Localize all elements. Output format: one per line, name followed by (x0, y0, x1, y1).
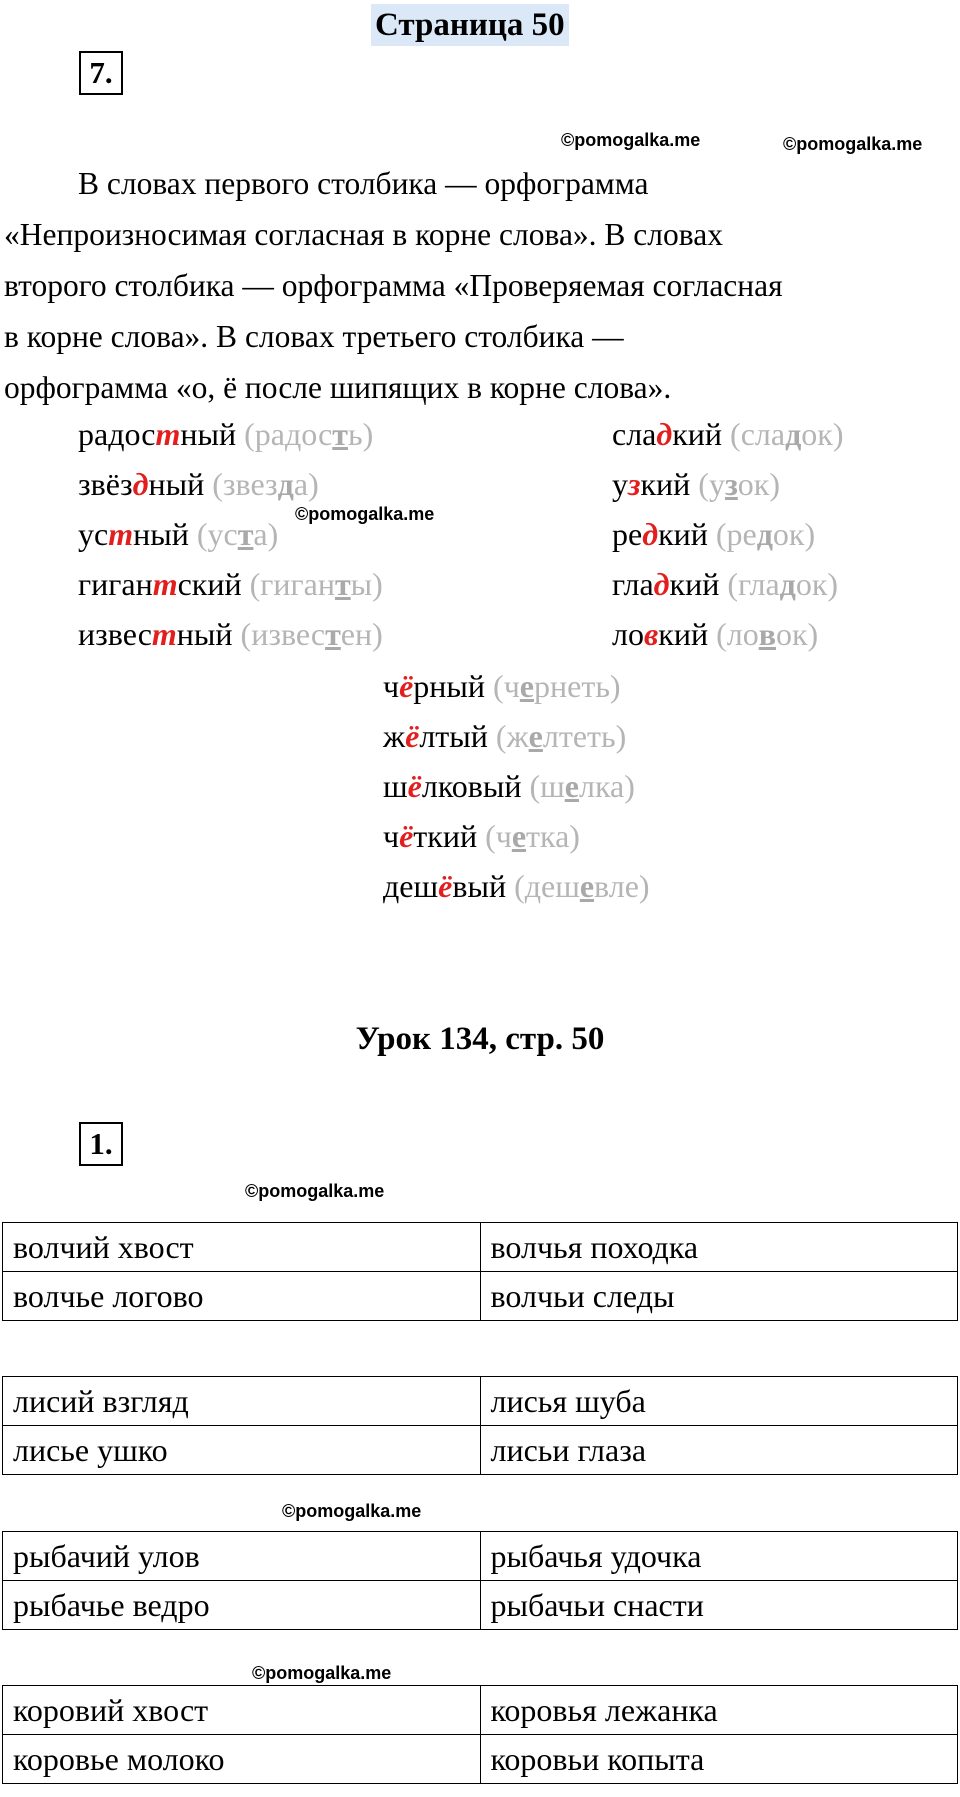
word-row (612, 559, 843, 609)
table-cell: лисий взгляд (3, 1377, 481, 1426)
word-row (612, 509, 843, 559)
word-row (383, 661, 650, 711)
word-table (2, 1685, 958, 1784)
highlighted-letter: д (656, 416, 673, 452)
table-cell: коровьи копыта (480, 1735, 958, 1784)
word: устный (78, 516, 189, 552)
check-letter: т (325, 616, 341, 652)
table-row (3, 1377, 958, 1426)
highlighted-letter: з (628, 466, 641, 502)
table-row (3, 1532, 958, 1581)
check-letter: в (758, 616, 776, 652)
table-cell: рыбачья удочка (480, 1532, 958, 1581)
check-letter: т (332, 416, 348, 452)
table-cell: волчьи следы (480, 1272, 958, 1321)
word: гладкий (612, 566, 720, 602)
check-word: (четка) (485, 818, 580, 854)
word: звёздный (78, 466, 205, 502)
table-cell: лисья шуба (480, 1377, 958, 1426)
table-cell: волчий хвост (3, 1223, 481, 1272)
word-row (383, 811, 650, 861)
table-cell: коровье молоко (3, 1735, 481, 1784)
table-row (3, 1426, 958, 1475)
paragraph-line: В словах первого столбика — орфограмма (78, 166, 649, 201)
table-cell: рыбачий улов (3, 1532, 481, 1581)
watermark: ©pomogalka.me (245, 1181, 385, 1201)
check-word: (гиганты) (249, 566, 383, 602)
word: сладкий (612, 416, 723, 452)
check-word: (известен) (240, 616, 383, 652)
check-word: (гладок) (727, 566, 839, 602)
check-letter: е (528, 718, 543, 754)
word-table (2, 1222, 958, 1321)
highlighted-letter: ё (399, 818, 414, 854)
word: шёлковый (383, 768, 522, 804)
check-word: (чернеть) (493, 668, 621, 704)
table-row (3, 1223, 958, 1272)
word-table (2, 1376, 958, 1475)
table-cell: коровья лежанка (480, 1686, 958, 1735)
exercise-7-number: 7. (79, 51, 123, 95)
page-title: Страница 50 (371, 4, 569, 46)
table-cell: лисьи глаза (480, 1426, 958, 1475)
paragraph-line: «Непроизносимая согласная в корне слова». В словах (4, 217, 723, 252)
check-letter: д (756, 516, 773, 552)
highlighted-letter: т (151, 616, 177, 652)
word: редкий (612, 516, 708, 552)
highlighted-letter: д (642, 516, 659, 552)
highlighted-letter: ё (407, 768, 422, 804)
table-row (3, 1735, 958, 1784)
watermark: ©pomogalka.me (295, 504, 435, 524)
word-row (383, 711, 650, 761)
word-column-1 (78, 409, 383, 659)
check-letter: е (579, 868, 595, 904)
check-word: (желтеть) (495, 718, 627, 754)
check-letter: д (779, 566, 796, 602)
check-letter: е (511, 818, 527, 854)
check-letter: е (564, 768, 579, 804)
highlighted-letter: д (653, 566, 670, 602)
watermark: ©pomogalka.me (252, 1663, 392, 1683)
exercise-1-number: 1. (79, 1122, 123, 1166)
paragraph-line: в корне слова». В словах третьего столбика — (4, 319, 624, 354)
watermark: ©pomogalka.me (783, 134, 923, 154)
word-row (612, 459, 843, 509)
word-row (383, 761, 650, 811)
word-row (78, 609, 383, 659)
watermark: ©pomogalka.me (561, 130, 701, 150)
check-letter: з (724, 466, 738, 502)
word-row (78, 459, 383, 509)
check-letter: д (785, 416, 802, 452)
table-cell: волчье логово (3, 1272, 481, 1321)
check-word: (узок) (698, 466, 780, 502)
table-row (3, 1581, 958, 1630)
highlighted-letter: т (152, 566, 178, 602)
highlighted-letter: ё (399, 668, 414, 704)
word-row (612, 609, 843, 659)
check-letter: д (277, 466, 294, 502)
check-letter: е (519, 668, 534, 704)
check-word: (уста) (196, 516, 279, 552)
check-letter: т (334, 566, 351, 602)
table-row (3, 1686, 958, 1735)
word: радостный (78, 416, 237, 452)
paragraph-line: второго столбика — орфограмма «Проверяемая согласная (4, 268, 783, 303)
word-row (78, 409, 383, 459)
highlighted-letter: т (155, 416, 181, 452)
word: чёрный (383, 668, 486, 704)
check-word: (ловок) (716, 616, 819, 652)
highlighted-letter: ё (405, 718, 420, 754)
check-word: (сладок) (730, 416, 844, 452)
paragraph-line: орфограмма «о, ё после шипящих в корне слова». (4, 370, 672, 405)
highlighted-letter: ё (438, 868, 453, 904)
word-row (612, 409, 843, 459)
exercise-7-text (4, 158, 956, 413)
word-row (383, 861, 650, 911)
word-column-3 (383, 661, 650, 911)
word: гигантский (78, 566, 242, 602)
lesson-title: Урок 134, стр. 50 (355, 1021, 605, 1057)
watermark: ©pomogalka.me (282, 1501, 422, 1521)
highlighted-letter: в (643, 616, 659, 652)
word: ловкий (612, 616, 709, 652)
check-word: (шелка) (529, 768, 635, 804)
word: жёлтый (383, 718, 488, 754)
table-cell: волчья походка (480, 1223, 958, 1272)
table-cell: лисье ушко (3, 1426, 481, 1475)
table-cell: рыбачьи снасти (480, 1581, 958, 1630)
word: чёткий (383, 818, 478, 854)
word: дешёвый (383, 868, 507, 904)
word-table (2, 1531, 958, 1630)
table-cell: рыбачье ведро (3, 1581, 481, 1630)
word-row (78, 559, 383, 609)
check-word: (звезда) (212, 466, 319, 502)
highlighted-letter: т (108, 516, 134, 552)
highlighted-letter: д (132, 466, 149, 502)
table-row (3, 1272, 958, 1321)
word-column-2 (612, 409, 843, 659)
check-word: (радость) (244, 416, 374, 452)
table-cell: коровий хвост (3, 1686, 481, 1735)
check-letter: т (237, 516, 254, 552)
check-word: (редок) (715, 516, 816, 552)
check-word: (дешевле) (514, 868, 650, 904)
word: узкий (612, 466, 691, 502)
word: известный (78, 616, 233, 652)
